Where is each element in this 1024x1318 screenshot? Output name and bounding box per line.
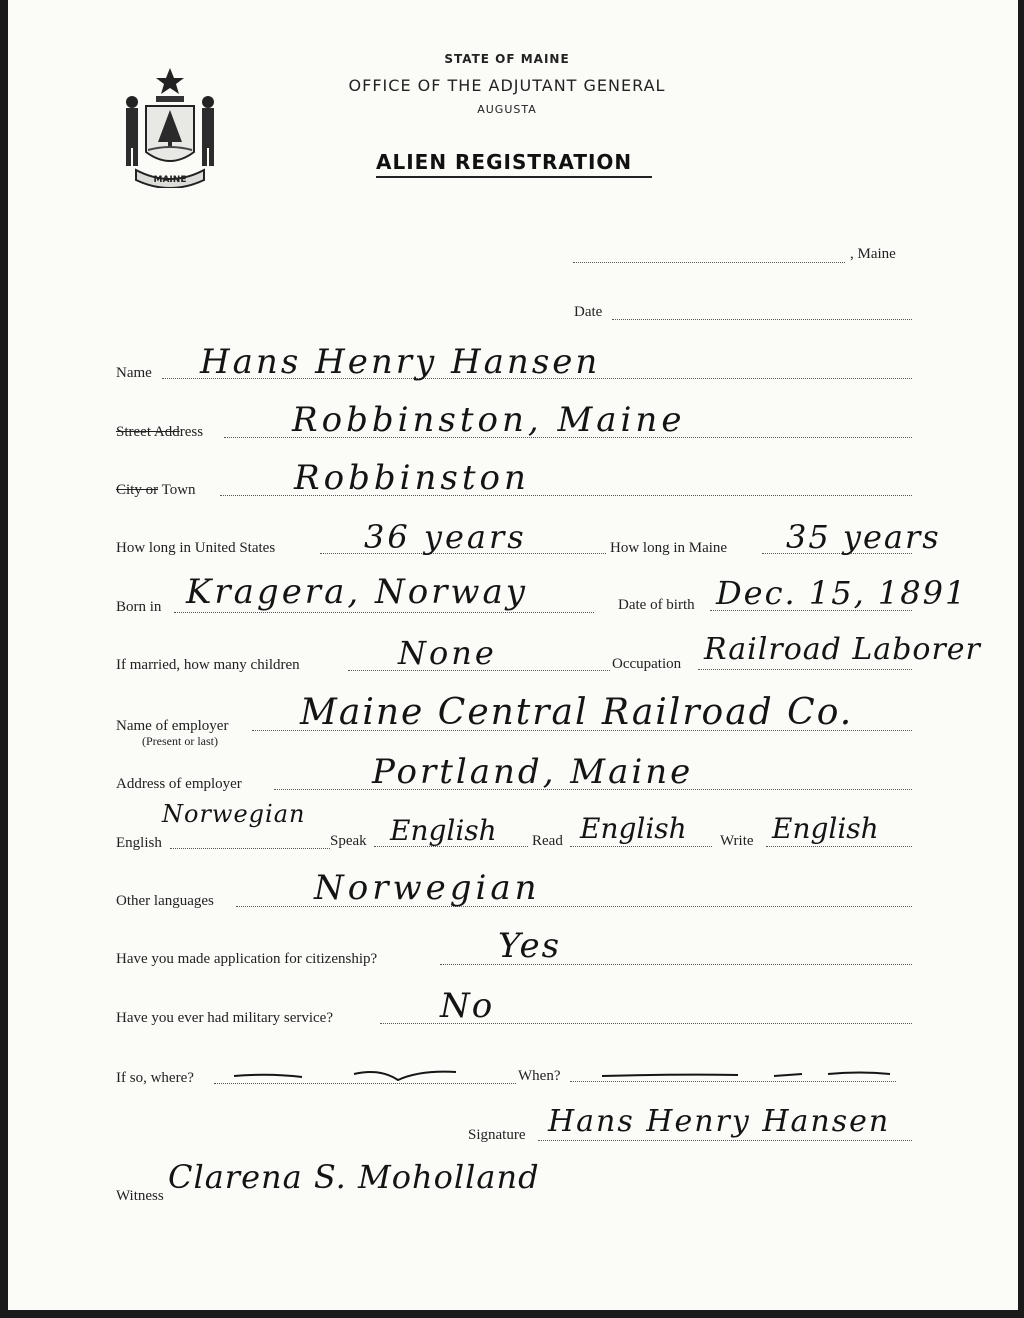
city-struck-text: City or: [116, 482, 159, 498]
street-address-value[interactable]: Robbinston, Maine: [292, 400, 686, 440]
witness-value[interactable]: Clarena S. Moholland: [168, 1158, 540, 1196]
children-value[interactable]: None: [398, 634, 497, 672]
military-service-label: Have you ever had military service?: [116, 1010, 333, 1026]
other-languages-label: Other languages: [116, 893, 214, 909]
occupation-value[interactable]: Railroad Laborer: [704, 632, 981, 667]
military-service-value[interactable]: No: [440, 986, 495, 1026]
other-languages-value[interactable]: Norwegian: [314, 868, 541, 908]
children-label: If married, how many children: [116, 657, 300, 673]
read-field[interactable]: [570, 846, 712, 847]
signature-value[interactable]: Hans Henry Hansen: [548, 1104, 891, 1139]
speak-label: Speak: [330, 833, 367, 849]
signature-field[interactable]: [538, 1140, 912, 1141]
title-underline: [376, 176, 652, 178]
read-label: Read: [532, 833, 563, 849]
years-in-maine-label: How long in Maine: [610, 540, 728, 556]
state-heading: STATE OF MAINE: [444, 52, 570, 66]
when-dash-strokes: [598, 1062, 898, 1086]
born-in-label: Born in: [116, 599, 162, 615]
employer-sublabel: (Present or last): [142, 734, 218, 748]
seal-ribbon-text: MAINE: [153, 175, 187, 185]
date-label: Date: [574, 304, 603, 320]
speak-value[interactable]: English: [390, 814, 497, 847]
employer-address-value[interactable]: Portland, Maine: [372, 752, 694, 792]
date-field[interactable]: [612, 319, 912, 320]
where-label: If so, where?: [116, 1070, 194, 1086]
town-label-text: Town: [158, 482, 196, 498]
street-struck-text: Street Add: [116, 424, 180, 440]
occupation-field[interactable]: [698, 669, 912, 670]
employer-label: Name of employer: [116, 718, 229, 734]
signature-label: Signature: [468, 1127, 526, 1143]
town-value[interactable]: Robbinston: [294, 458, 530, 498]
town-label: [116, 482, 196, 499]
registration-form-sheet: [8, 0, 1018, 1310]
born-in-field[interactable]: [174, 612, 594, 613]
date-of-birth-value[interactable]: Dec. 15, 1891: [716, 574, 968, 612]
street-label-text: ress: [179, 424, 204, 440]
employer-address-label: Address of employer: [116, 776, 242, 792]
english-label: English: [116, 835, 162, 851]
citizenship-value[interactable]: Yes: [498, 926, 562, 966]
form-title: ALIEN REGISTRATION: [376, 150, 633, 174]
years-in-us-value[interactable]: 36 years: [364, 518, 527, 556]
date-of-birth-label: Date of birth: [618, 597, 695, 613]
city-heading: AUGUSTA: [477, 103, 537, 116]
when-label: When?: [518, 1068, 561, 1084]
name-label: Name: [116, 365, 152, 381]
write-value[interactable]: English: [772, 812, 879, 845]
where-dash-strokes: [230, 1064, 460, 1088]
witness-label: Witness: [116, 1188, 164, 1204]
street-address-label: [116, 424, 203, 441]
citizenship-label: Have you made application for citizenship?: [116, 951, 378, 967]
english-value[interactable]: Norwegian: [162, 800, 306, 828]
years-in-maine-value[interactable]: 35 years: [786, 518, 941, 556]
place-field[interactable]: [573, 262, 845, 263]
place-suffix: , Maine: [850, 246, 896, 262]
name-value[interactable]: Hans Henry Hansen: [200, 342, 601, 382]
occupation-label: Occupation: [612, 656, 682, 672]
born-in-value[interactable]: Kragera, Norway: [186, 572, 529, 612]
write-field[interactable]: [766, 846, 912, 847]
employer-value[interactable]: Maine Central Railroad Co.: [300, 692, 854, 733]
write-label: Write: [720, 833, 754, 849]
read-value[interactable]: English: [580, 812, 687, 845]
years-in-us-label: How long in United States: [116, 540, 276, 556]
english-field[interactable]: [170, 848, 330, 849]
office-heading: OFFICE OF THE ADJUTANT GENERAL: [348, 76, 666, 95]
